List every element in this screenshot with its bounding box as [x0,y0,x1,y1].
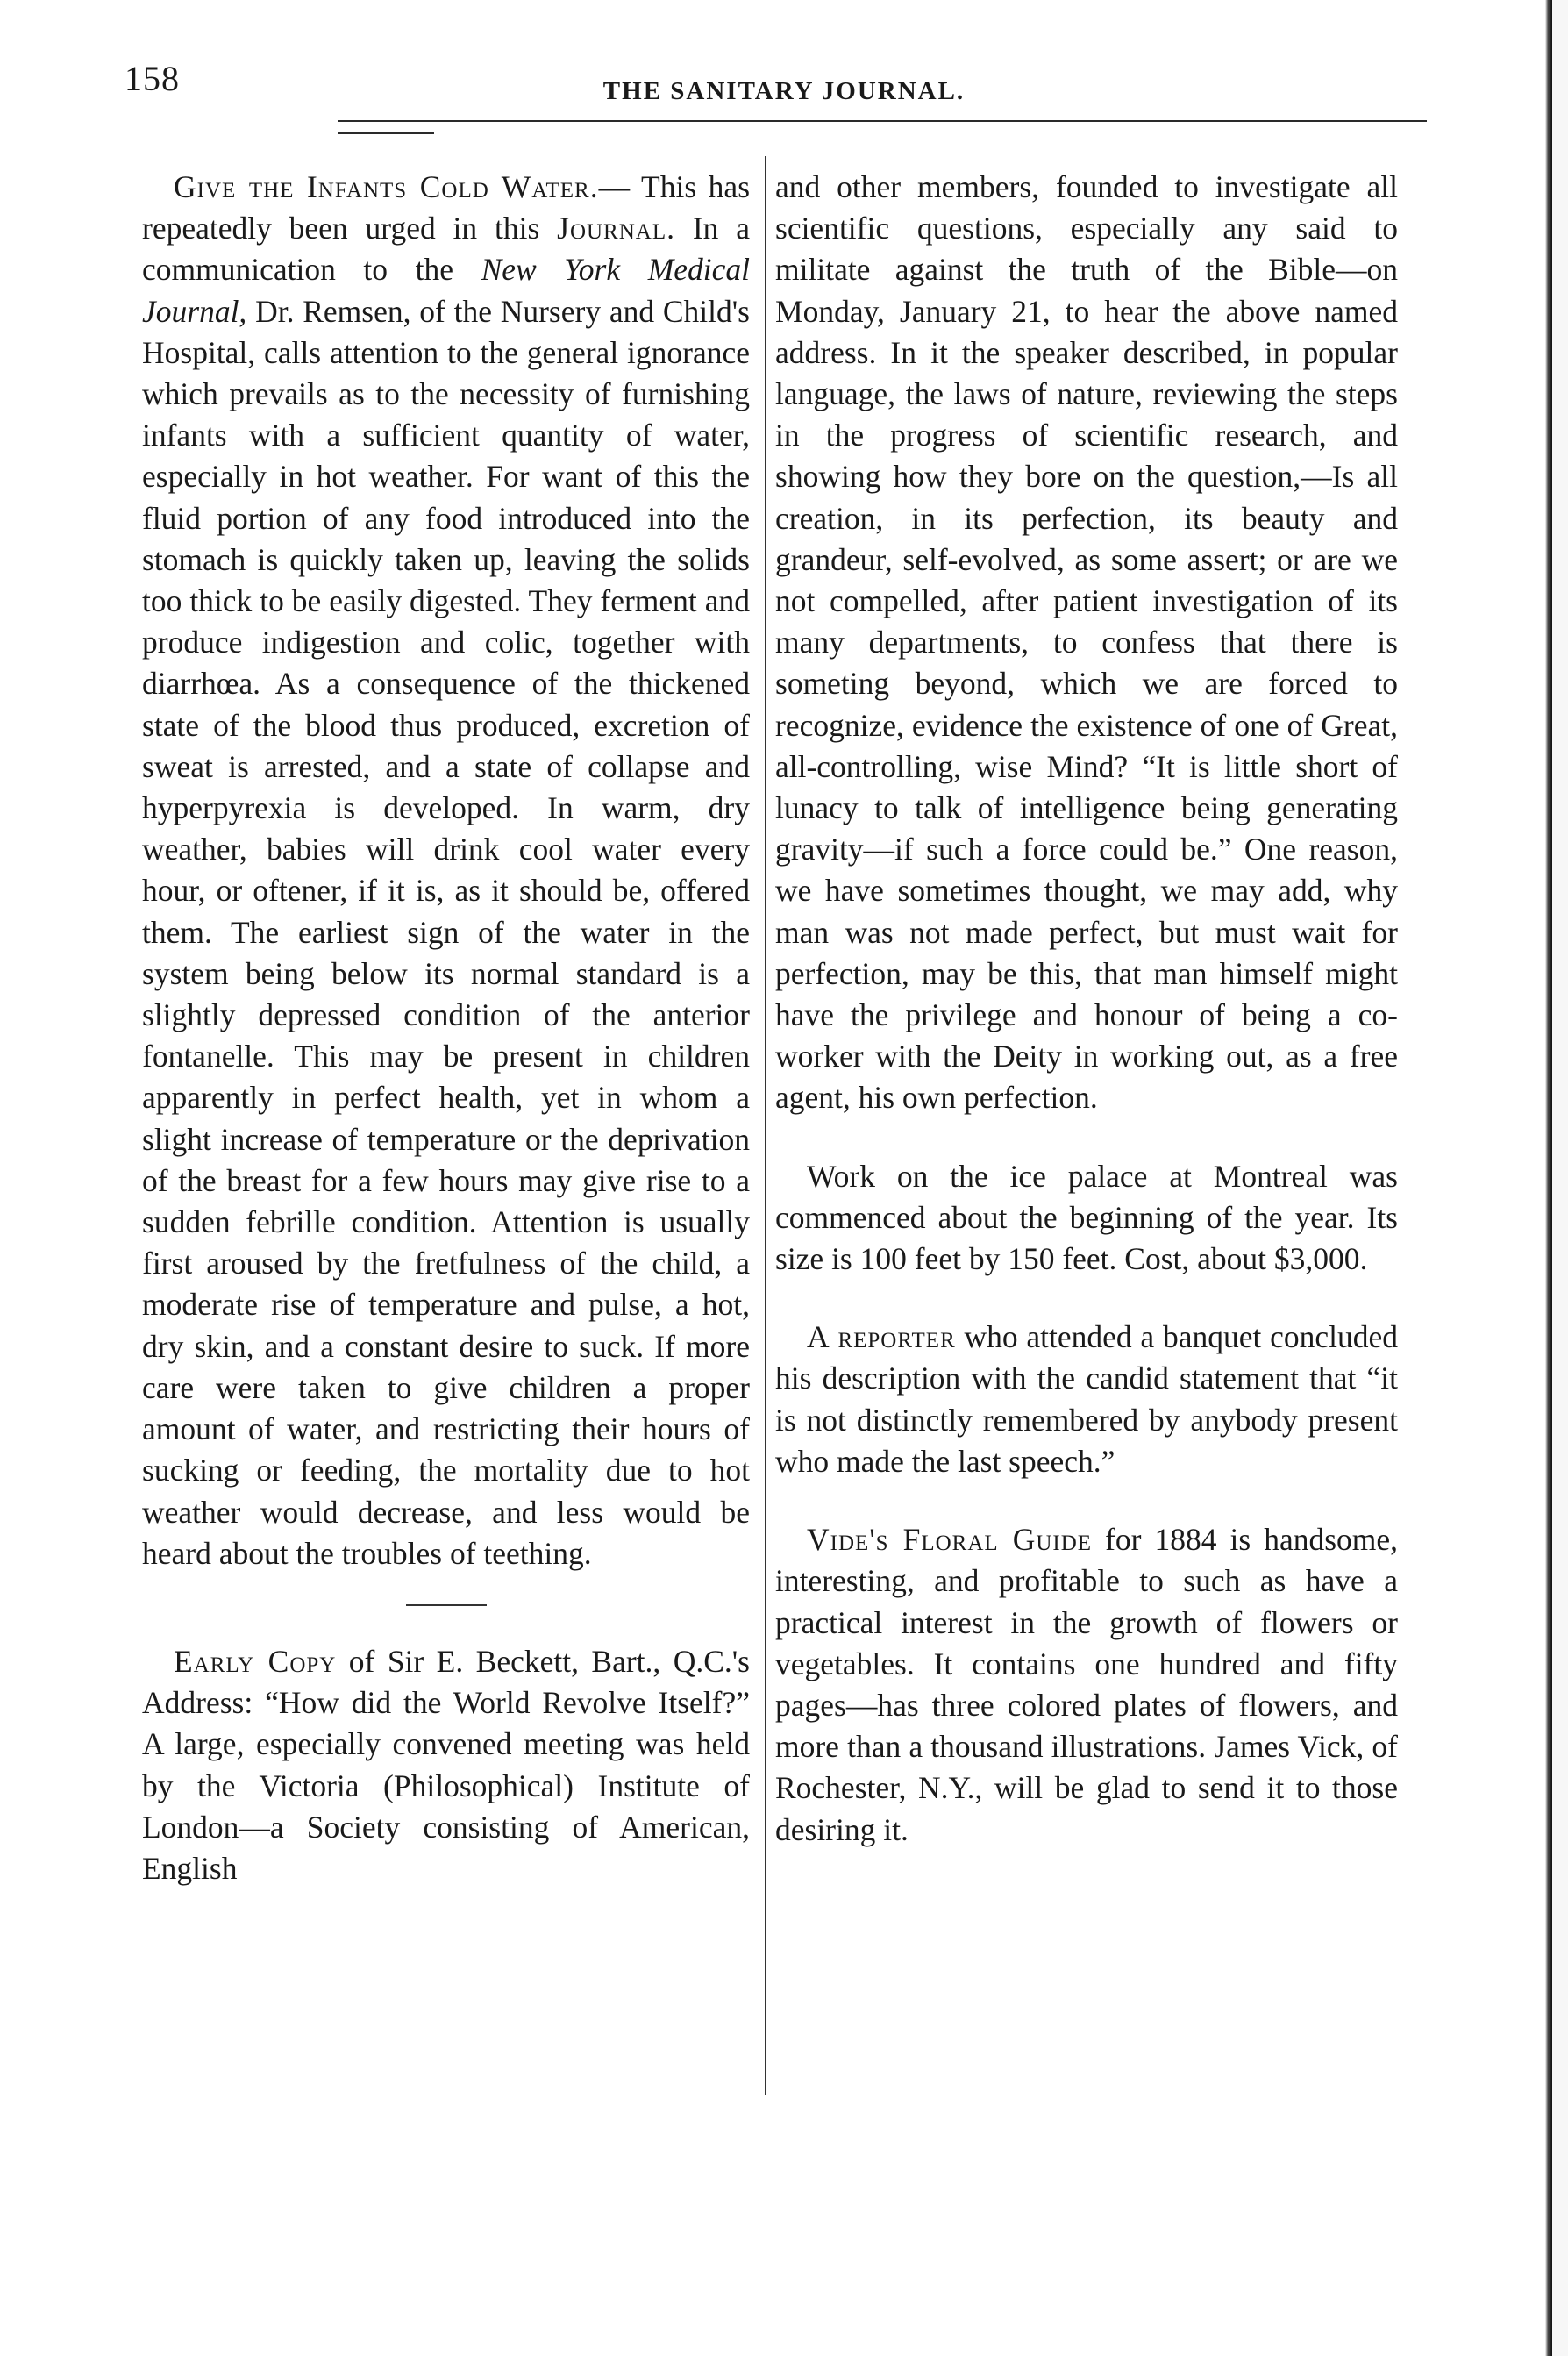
journal-name: Journal. [557,211,675,246]
article-text: — This has repeatedly been urged in this [142,169,751,246]
article-text: Dr. Remsen, of the Nursery and Child's Hospital, calls attention to the general ignorance which prevails as to the necessity of furnishing infants with a sufficient quantity of water, especially in hot weather. For want of this the fluid portion of any food introduced into the stomach is quickly taken up, leaving the solids too thick to be easily digested. They ferment and produce indigestion and colic, together with diarrhœa. As a consequence of the thickened state of the blood thus produced, excretion of sweat is arrested, and a state of collapse and hyperpyrexia is developed. In warm, dry weather, babies will drink cool water every hour, or oftener, if it is, as it should be, offered them. The earliest sign of the water in the system being below its normal standard is a slightly depressed condition of the anterior fontanelle. This may be present in children apparently in perfect health, yet in whom a slight increase of temperature or the deprivation of the breast for a few hours may give rise to a sudden febrille condition. Attention is usually first aroused by the fretfulness of the child, a moderate rise of temperature and pulse, a hot, dry skin, and a constant desire to suck. If more care were taken to give children a proper amount of water, and restricting their hours of sucking or feeding, the mortality due to hot weather would decrease, and less would be heard about the troubles of teething. [142,293,750,1571]
header-rule [338,120,1427,122]
column-divider [765,156,766,2095]
article-beckett-address [142,1641,750,1889]
section-separator [406,1604,487,1606]
page-margin [1552,0,1568,2356]
article-floral-guide [775,1519,1398,1851]
running-head: THE SANITARY JOURNAL. [602,77,966,105]
article-reporter [775,1317,1398,1482]
article-infants-cold-water [142,167,750,1574]
page-number: 158 [125,59,180,98]
article-text: who attended a banquet concluded his description with the candid statement that “it is not distinctly remembered by anybody present who made the last speech.” [775,1319,1398,1479]
article-text: of Sir E. Beckett, Bart., Q.C.'s Address: “How did the World Revolve Itself?” A large, especially convened meeting was held by the Victoria (Philosophical) Institute of London—a Society consisting of American, English [142,1643,750,1886]
left-column [142,167,750,1889]
article-montreal-ice-palace: Work on the ice palace at Montreal was commenced about the beginning of the year. Its size is 100 feet by 150 feet. Cost, about $3,000. [775,1158,1398,1277]
article-heading: Early Copy [174,1643,337,1679]
right-column [775,167,1398,1851]
article-heading: A reporter [807,1319,956,1355]
article-heading: Vide's Floral Guide [807,1522,1093,1558]
page-edge-shadow [1545,0,1552,2356]
journal-citation: New York Medical Journal, [142,252,750,329]
article-heading: Give the Infants Cold Water. [174,169,599,204]
article-beckett-continued: and other members, founded to investigate all scientific questions, especially any said to militate against the truth of the Bible—on Monday, January 21, to hear the above named address. In it the speaker described, in popular language, the laws of nature, reviewing the steps in the progress of scientific research, and showing how they bore on the question,—Is all creation, in its perfection, its beauty and grandeur, self-evolved, as some assert; or are we not compelled, after patient investigation of its many departments, to confess that there is someting beyond, which we are forced to recognize, evidence the existence of one of Great, all-controlling, wise Mind? “It is little short of lunacy to talk of intelligence being generating gravity—if such a force could be.” One reason, we have sometimes thought, we may add, why man was not made perfect, but must wait for perfection, may be this, that man himself might have the privilege and honour of being a co-worker with the Deity in working out, as a free agent, his own perfection. [775,169,1398,1116]
article-text: In a communication to the [142,211,750,288]
article-text: for 1884 is handsome, interesting, and profitable to such as have a practical interest in the growth of flowers or vegetables. It contains one hundred and fifty pages—has three colored plates of flowers, and more than a thousand illustrations. James Vick, of Rochester, N.Y., will be glad to send it to those desiring it. [775,1522,1399,1847]
header-rule-short [338,132,434,134]
